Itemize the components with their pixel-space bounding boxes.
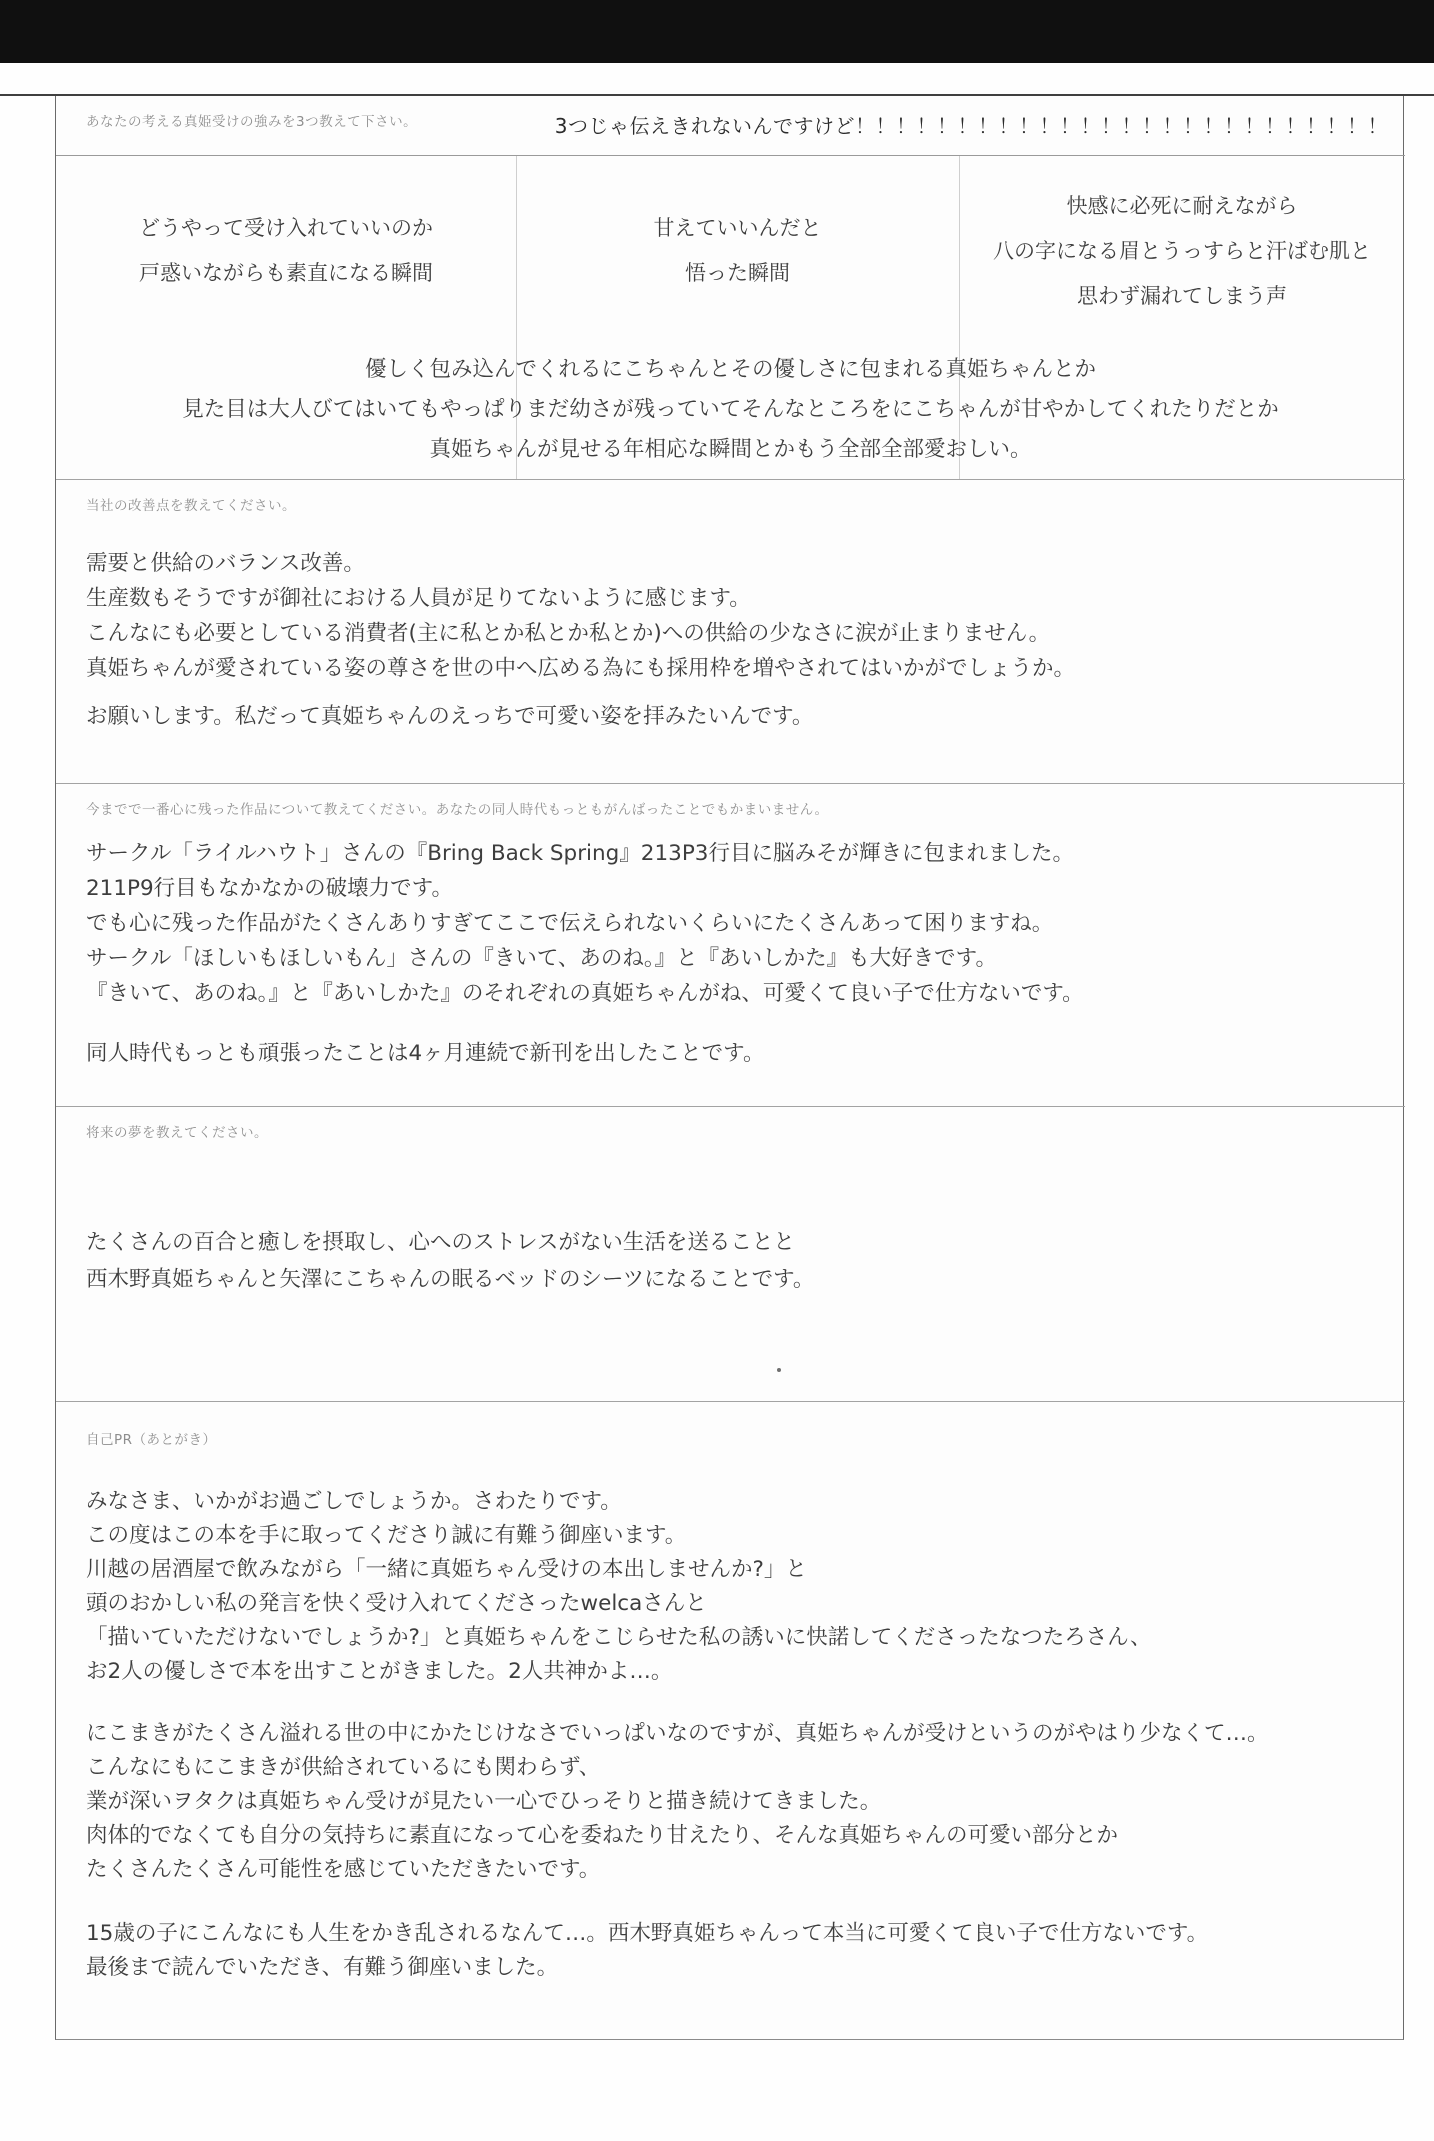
text-line: 頭のおかしい私の発言を快く受け入れてくださったwelcaさんと — [86, 1591, 707, 1616]
text-line: 業が深いヲタクは真姫ちゃん受けが見たい一心でひっそりと描き続けてきました。 — [86, 1789, 882, 1814]
question-label: あなたの考える真姫受けの強みを3つ教えて下さい。 — [86, 114, 418, 130]
text-line: 戸惑いながらも素直になる瞬間 — [139, 261, 433, 285]
text-line: 生産数もそうですが御社における人員が足りてないように感じます。 — [86, 586, 751, 611]
text-line: たくさんたくさん可能性を感じていただきたいです。 — [86, 1857, 601, 1882]
text-line: 甘えていいんだと — [653, 216, 822, 240]
text-line: 悟った瞬間 — [685, 261, 790, 285]
paragraph — [86, 836, 1385, 1011]
question-label: 今までで一番心に残った作品について教えてください。あなたの同人時代もっともがんばったことでもかまいません。 — [86, 802, 829, 818]
answer-summary — [56, 346, 1405, 470]
text-line: どうやって受け入れていいのか — [139, 216, 433, 240]
text-line: 西木野真姫ちゃんと矢澤にこちゃんの眠るベッドのシーツになることです。 — [86, 1267, 815, 1292]
answer-column-3 — [959, 156, 1405, 346]
answer-body — [86, 1224, 1385, 1298]
paragraph — [86, 1717, 1385, 1887]
text-line: 同人時代もっとも頑張ったことは4ヶ月連続で新刊を出したことです。 — [86, 1041, 765, 1066]
answer-column-2 — [516, 156, 959, 346]
answer-column-1 — [56, 156, 516, 346]
text-line: この度はこの本を手に取ってくださり誠に有難う御座います。 — [86, 1523, 687, 1548]
top-black-bar — [0, 0, 1434, 63]
question-label: 当社の改善点を教えてください。 — [86, 498, 296, 514]
text-line: 15歳の子にこんなにも人生をかき乱されるなんて…。西木野真姫ちゃんって本当に可愛くて良い子で仕方ないです。 — [86, 1921, 1209, 1946]
text-line: サークル「ライルハウト」さんの『Bring Back Spring』213P3行目に脳みそが輝きに包まれました。 — [86, 841, 1074, 866]
question-label: 将来の夢を教えてください。 — [86, 1125, 268, 1141]
text-line: 快感に必死に耐えながら — [1066, 193, 1298, 218]
answer-columns — [56, 156, 1405, 346]
paragraph — [86, 1224, 1385, 1298]
survey-section-afterword — [56, 1401, 1405, 2040]
text-line: 『きいて、あのね。』と『あいしかた』のそれぞれの真姫ちゃんがね、可愛くて良い子で仕方ないです。 — [86, 981, 1084, 1006]
headline-answer: 3つじゃ伝えきれないんですけど！！！！！！！！！！！！！！！！！！！！！！！！！！ — [554, 114, 1388, 138]
text-line: みなさま、いかがお過ごしでしょうか。さわたりです。 — [86, 1489, 622, 1514]
scan-speck — [777, 1368, 781, 1372]
section-header-row — [56, 96, 1405, 156]
text-line: 需要と供給のバランス改善。 — [86, 551, 365, 576]
text-line: お願いします。私だって真姫ちゃんのえっちで可愛い姿を拝みたいんです。 — [86, 704, 814, 729]
answer-body — [86, 1485, 1385, 1985]
text-line: 最後まで読んでいただき、有難う御座いました。 — [86, 1955, 559, 1980]
text-line: たくさんの百合と癒しを摂取し、心へのストレスがない生活を送ることと — [86, 1230, 795, 1255]
text-line: 肉体的でなくても自分の気持ちに素直になって心を委ねたり甘えたり、そんな真姫ちゃんの可愛い部分とか — [86, 1823, 1119, 1848]
text-line: 優しく包み込んでくれるにこちゃんとその優しさに包まれる真姫ちゃんとか — [364, 357, 1096, 382]
text-line: こんなにも必要としている消費者(主に私とか私とか私とか)への供給の少なさに涙が止まりません。 — [86, 621, 1051, 646]
survey-section-future-dream — [56, 1106, 1405, 1401]
paragraph — [86, 1485, 1385, 1689]
survey-section-strengths — [56, 96, 1405, 479]
answer-body — [86, 836, 1385, 1071]
text-line: サークル「ほしいもほしいもん」さんの『きいて、あのね。』と『あいしかた』も大好きです。 — [86, 946, 997, 971]
paragraph — [86, 1036, 1385, 1071]
text-line: お2人の優しさで本を出すことがきました。2人共神かよ…。 — [86, 1659, 673, 1684]
text-line: 見た目は大人びてはいてもやっぱりまだ幼さが残っていてそんなところをにこちゃんが甘やかしてくれたりだとか — [182, 397, 1279, 422]
text-line: にこまきがたくさん溢れる世の中にかたじけなさでいっぱいなのですが、真姫ちゃんが受けというのがやはり少なくて…。 — [86, 1721, 1269, 1746]
answer-body — [86, 546, 1385, 734]
text-line: 真姫ちゃんが見せる年相応な瞬間とかもう全部全部愛おしい。 — [429, 437, 1032, 462]
paragraph — [86, 699, 1385, 734]
scanned-survey-page — [55, 96, 1404, 2040]
survey-section-improvements — [56, 479, 1405, 783]
text-line: でも心に残った作品がたくさんありすぎてここで伝えられないくらいにたくさんあって困りますね。 — [86, 911, 1054, 936]
text-line: 八の字になる眉とうっすらと汗ばむ肌と — [993, 238, 1371, 263]
text-line: 211P9行目もなかなかの破壊力です。 — [86, 876, 453, 901]
paragraph — [86, 546, 1385, 686]
text-line: 思わず漏れてしまう声 — [1077, 283, 1287, 308]
paragraph — [86, 1917, 1385, 1985]
text-line: 川越の居酒屋で飲みながら「一緒に真姫ちゃん受けの本出しませんか?」と — [86, 1557, 807, 1582]
question-label: 自己PR（あとがき） — [86, 1432, 217, 1448]
text-line: 真姫ちゃんが愛されている姿の尊さを世の中へ広める為にも採用枠を増やされてはいかがでしょうか。 — [86, 656, 1076, 681]
text-line: 「描いていただけないでしょうか?」と真姫ちゃんをこじらせた私の誘いに快諾してくださったなつたろさん、 — [86, 1625, 1152, 1650]
survey-section-memorable-works — [56, 783, 1405, 1106]
text-line: こんなにもにこまきが供給されているにも関わらず、 — [86, 1755, 601, 1780]
